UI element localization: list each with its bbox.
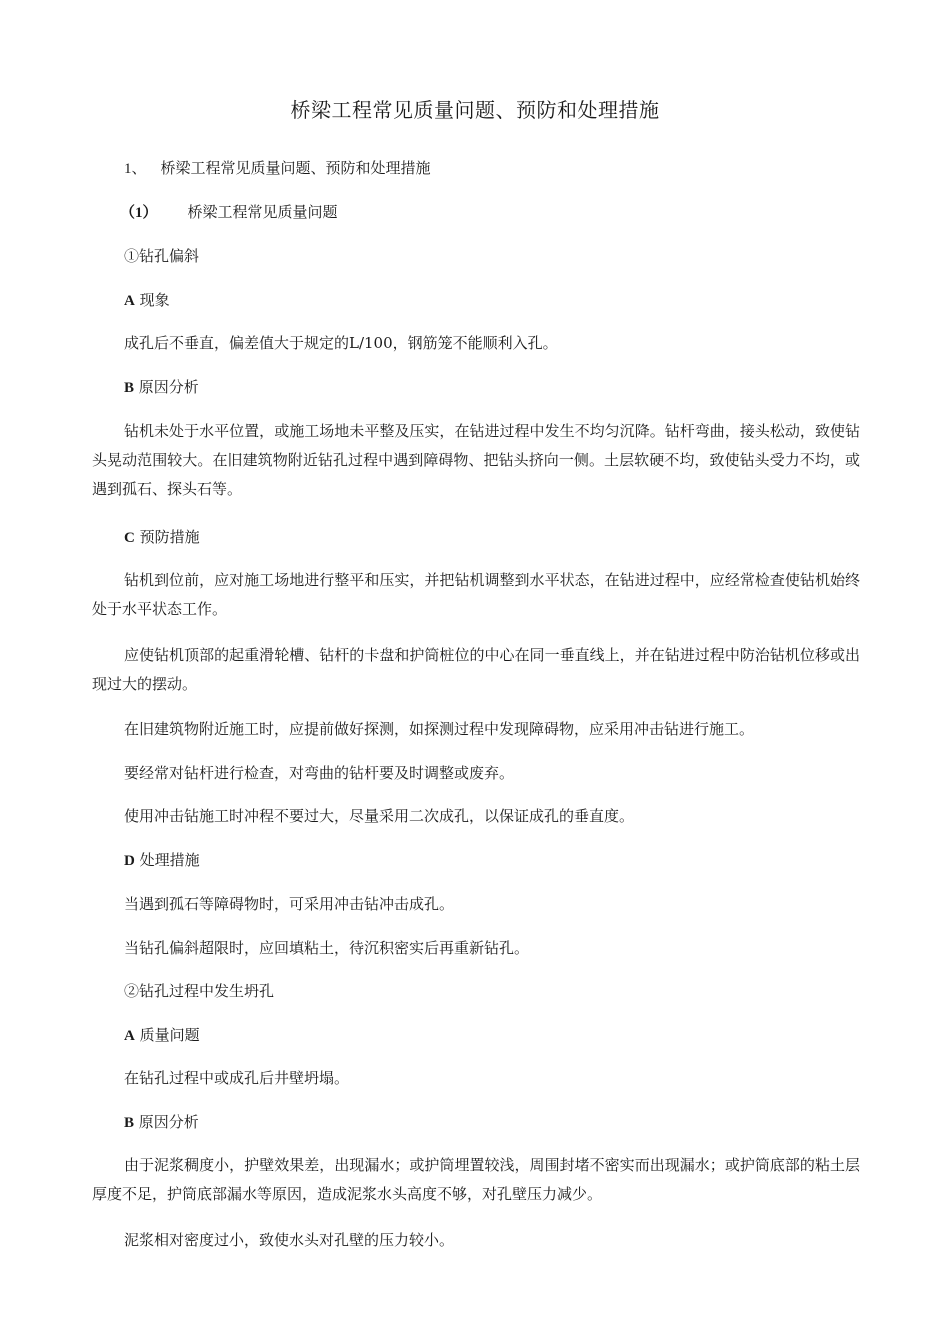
paragraph-a2: 在钻孔过程中或成孔后井壁坍塌。 [124, 1069, 350, 1087]
section-number: 1、 [124, 161, 147, 177]
section-heading-text: 桥梁工程常见质量问题、预防和处理措施 [160, 159, 431, 177]
paragraph-c1e: 使用冲击钻施工时冲程不要过大，尽量采用二次成孔，以保证成孔的垂直度。 [124, 807, 635, 825]
subsection-heading-text: 桥梁工程常见质量问题 [187, 203, 338, 221]
heading-letter: A [124, 293, 135, 309]
heading-c1 [124, 527, 200, 548]
heading-letter: C [124, 530, 135, 546]
subsection-heading-1 [120, 202, 338, 223]
heading-letter: D [124, 853, 135, 869]
heading-a2 [124, 1025, 200, 1046]
paragraph-d1b: 当钻孔偏斜超限时，应回填粘土，待沉积密实后再重新钻孔。 [124, 939, 530, 957]
heading-b1 [124, 377, 199, 398]
paragraph-a1: 成孔后不垂直，偏差值大于规定的L/100，钢筋笼不能顺利入孔。 [124, 334, 558, 352]
paragraph-c1c: 在旧建筑物附近施工时，应提前做好探测，如探测过程中发现障碍物，应采用冲击钻进行施工。 [124, 720, 755, 738]
heading-b2 [124, 1112, 199, 1133]
heading-text: 原因分析 [138, 1113, 199, 1131]
item-heading-2: ②钻孔过程中发生坍孔 [124, 982, 275, 1000]
heading-letter: A [124, 1028, 135, 1044]
heading-letter: B [124, 1115, 135, 1131]
heading-text: 预防措施 [139, 528, 200, 546]
document-title: 桥梁工程常见质量问题、预防和处理措施 [290, 98, 660, 122]
heading-letter: B [124, 380, 135, 396]
subsection-number: （1） [120, 205, 158, 221]
heading-text: 处理措施 [139, 851, 200, 869]
heading-d1 [124, 850, 200, 871]
heading-text: 质量问题 [139, 1026, 200, 1044]
paragraph-c1d: 要经常对钻杆进行检查，对弯曲的钻杆要及时调整或废弃。 [124, 764, 515, 782]
paragraph-c1b: 应使钻机顶部的起重滑轮槽、钻杆的卡盘和护筒桩位的中心在同一垂直线上，并在钻进过程中防治钻机位移或出现过大的摆动。 [92, 646, 860, 693]
paragraph-b2b: 泥浆相对密度过小，致使水头对孔壁的压力较小。 [124, 1231, 455, 1249]
paragraph-c1a: 钻机到位前，应对施工场地进行整平和压实，并把钻机调整到水平状态，在钻进过程中，应经常检查使钻机始终处于水平状态工作。 [92, 571, 860, 618]
section-heading-1 [124, 158, 431, 179]
paragraph-b1: 钻机未处于水平位置，或施工场地未平整及压实，在钻进过程中发生不均匀沉降。钻杆弯曲，接头松动，致使钻头晃动范围较大。在旧建筑物附近钻孔过程中遇到障碍物、把钻头挤向一侧。土层软硬不均，致使钻头受力不均，或遇到孤石、探头石等。 [92, 422, 860, 498]
heading-text: 现象 [139, 291, 170, 309]
item-heading-1: ①钻孔偏斜 [124, 247, 200, 265]
heading-text: 原因分析 [138, 378, 199, 396]
paragraph-b2a: 由于泥浆稠度小，护壁效果差，出现漏水；或护筒埋置较浅，周围封堵不密实而出现漏水；或护筒底部的粘土层厚度不足，护筒底部漏水等原因，造成泥浆水头高度不够，对孔壁压力减少。 [92, 1156, 860, 1203]
heading-a1 [124, 290, 170, 311]
paragraph-d1a: 当遇到孤石等障碍物时，可采用冲击钻冲击成孔。 [124, 895, 455, 913]
